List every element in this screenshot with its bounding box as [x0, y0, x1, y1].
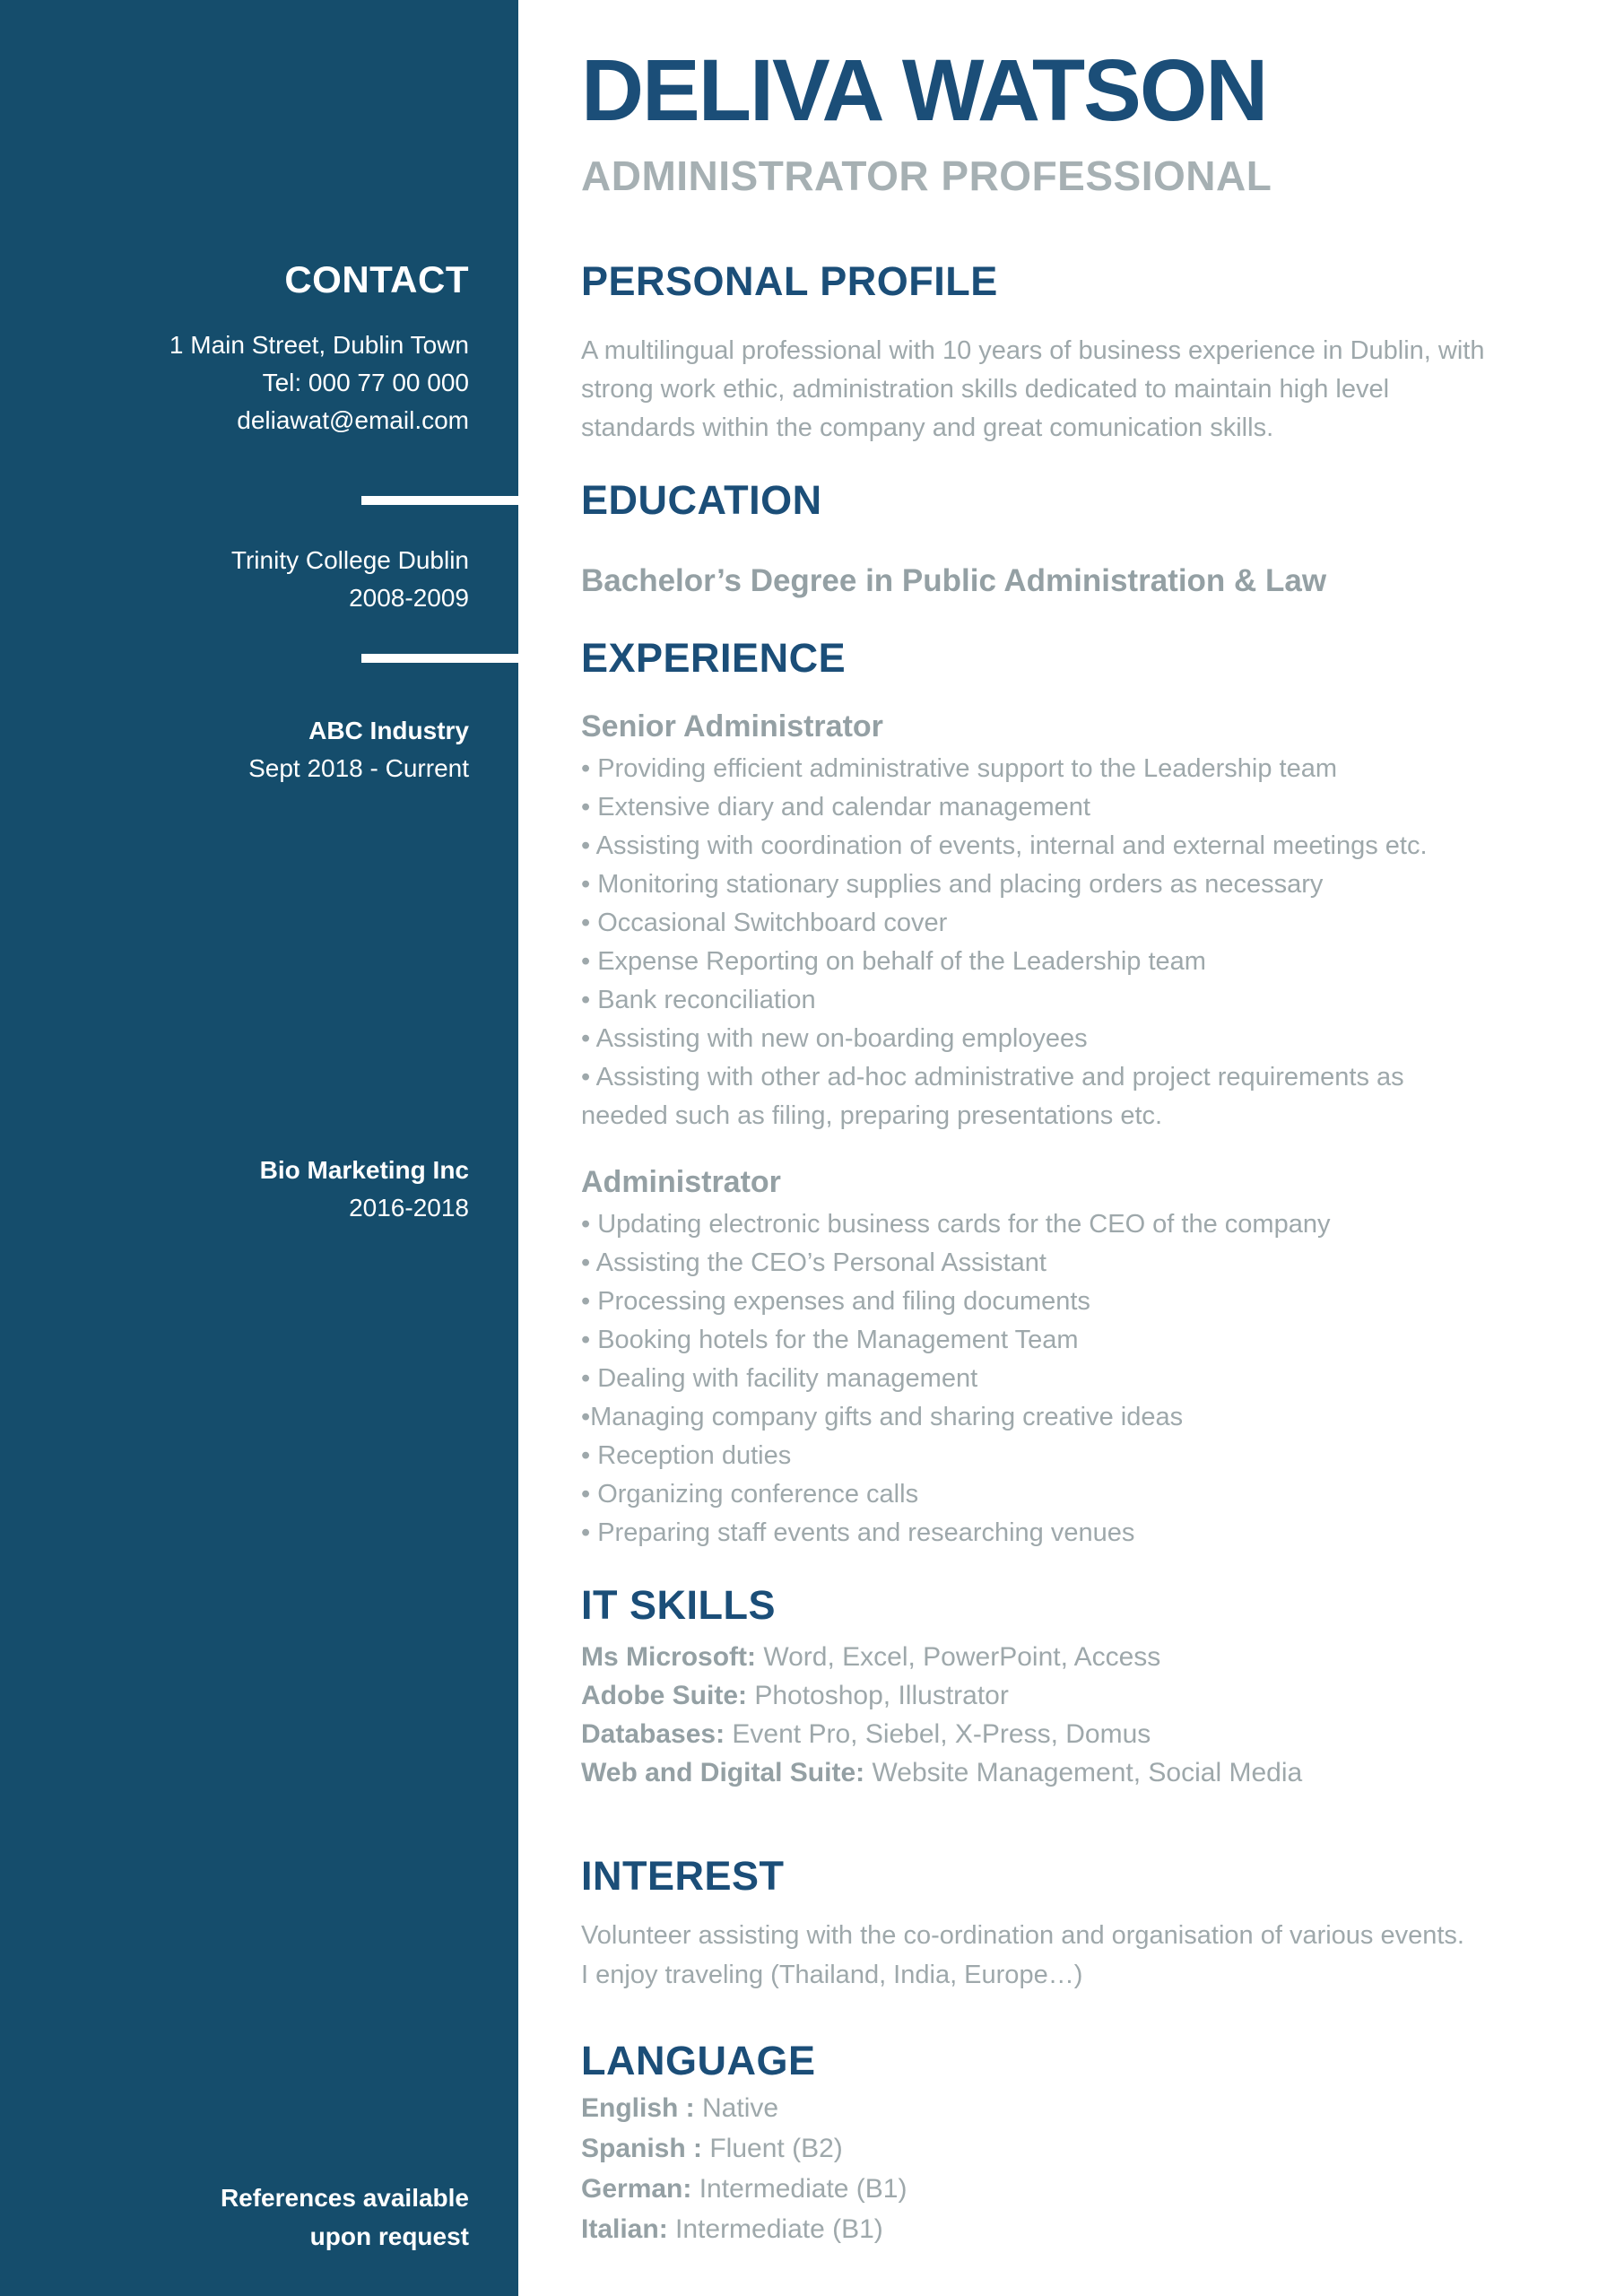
role-bullets [581, 1205, 1478, 1552]
bullet-item: • Assisting with coordination of events, internal and external meetings etc. [581, 831, 1428, 860]
bullet-item: • Updating electronic business cards for the CEO of the company [581, 1210, 1331, 1239]
section-heading-language: LANGUAGE [581, 2038, 816, 2083]
sidebar-divider [361, 496, 518, 505]
main-content [518, 0, 1624, 2296]
language-rows [581, 2088, 1554, 2249]
section-heading-it-skills: IT SKILLS [581, 1582, 776, 1628]
language-row [581, 2088, 1554, 2128]
contact-line: Tel: 000 77 00 000 [262, 369, 469, 396]
sidebar-job [36, 712, 469, 787]
bullet-item: • Processing expenses and filing documents [581, 1287, 1090, 1316]
contact-line: 1 Main Street, Dublin Town [169, 331, 469, 359]
bullet-item: • Assisting with other ad-hoc administrative and project requirements as needed such as filing, preparing presentations etc. [581, 1063, 1404, 1130]
bullet-item: • Booking hotels for the Management Team [581, 1326, 1079, 1354]
language-row [581, 2128, 1554, 2169]
person-title: ADMINISTRATOR PROFESSIONAL [581, 152, 1272, 199]
language-label: Italian: [581, 2214, 668, 2244]
section-education [581, 477, 1554, 599]
it-skills-rows [581, 1638, 1554, 1792]
section-heading-experience: EXPERIENCE [581, 635, 847, 681]
contact-heading: CONTACT [284, 258, 469, 300]
section-personal-profile [581, 258, 1554, 448]
school-name: Trinity College Dublin [230, 546, 469, 574]
sidebar-job [36, 1152, 469, 1227]
skill-label: Databases: [581, 1719, 725, 1749]
section-heading-interest: INTEREST [581, 1853, 785, 1899]
job-period: Sept 2018 - Current [248, 754, 469, 782]
language-row [581, 2169, 1554, 2209]
bullet-item: •Managing company gifts and sharing creative ideas [581, 1403, 1184, 1431]
skill-value: Event Pro, Siebel, X-Press, Domus [732, 1719, 1151, 1749]
section-experience [581, 635, 1554, 1552]
sidebar-education [36, 542, 469, 617]
skill-row [581, 1715, 1554, 1753]
bullet-item: • Extensive diary and calendar management [581, 793, 1090, 822]
sidebar [0, 0, 518, 2296]
contact-line: deliawat@email.com [237, 406, 469, 434]
skill-label: Web and Digital Suite: [581, 1758, 865, 1787]
bullet-item: • Assisting with new on-boarding employees [581, 1024, 1088, 1053]
education-years: 2008-2009 [349, 584, 469, 612]
bullet-item: • Reception duties [581, 1441, 792, 1470]
language-row [581, 2209, 1554, 2249]
section-heading-personal-profile: PERSONAL PROFILE [581, 258, 998, 304]
section-interest [581, 1853, 1554, 1995]
skill-row [581, 1676, 1554, 1715]
header [581, 41, 1554, 200]
skill-value: Word, Excel, PowerPoint, Access [763, 1642, 1161, 1672]
section-language [581, 2038, 1554, 2249]
bullet-item: • Dealing with facility management [581, 1364, 978, 1393]
sidebar-divider [361, 654, 518, 663]
language-value: Intermediate (B1) [675, 2214, 883, 2244]
interest-line: Volunteer assisting with the co-ordination and organisation of various events. [581, 1921, 1464, 1950]
bullet-item: • Providing efficient administrative support to the Leadership team [581, 754, 1338, 783]
company-name: ABC Industry [308, 717, 469, 744]
skill-label: Adobe Suite: [581, 1681, 747, 1710]
role-bullets [581, 750, 1478, 1135]
contact-info [36, 326, 469, 439]
references-note [36, 2179, 469, 2256]
skill-value: Photoshop, Illustrator [754, 1681, 1009, 1710]
section-it-skills [581, 1582, 1554, 1792]
language-value: Native [702, 2093, 779, 2123]
person-name: DELIVA WATSON [581, 41, 1267, 139]
skill-label: Ms Microsoft: [581, 1642, 756, 1672]
interest-line: I enjoy traveling (Thailand, India, Europe…) [581, 1961, 1083, 1989]
bullet-item: • Monitoring stationary supplies and placing orders as necessary [581, 870, 1324, 899]
language-value: Intermediate (B1) [699, 2174, 908, 2204]
language-label: Spanish : [581, 2134, 703, 2163]
language-label: German: [581, 2174, 692, 2204]
bullet-item: • Assisting the CEO’s Personal Assistant [581, 1248, 1046, 1277]
role-title: Senior Administrator [581, 709, 883, 744]
bullet-item: • Bank reconciliation [581, 986, 816, 1014]
bullet-item: • Occasional Switchboard cover [581, 909, 948, 937]
bullet-item: • Preparing staff events and researching venues [581, 1518, 1135, 1547]
references-line: References available [220, 2184, 469, 2212]
references-line: upon request [309, 2222, 469, 2250]
role-title: Administrator [581, 1165, 781, 1199]
skill-row [581, 1638, 1554, 1676]
bullet-item: • Organizing conference calls [581, 1480, 919, 1509]
profile-text: A multilingual professional with 10 years of business experience in Dublin, with strong work ethic, administration skills dedicated to maintain high level standards within the company and great comunication skills. [581, 336, 1485, 442]
interest-text [581, 1916, 1554, 1995]
company-name: Bio Marketing Inc [259, 1156, 469, 1184]
language-label: English : [581, 2093, 695, 2123]
skill-row [581, 1753, 1554, 1792]
language-value: Fluent (B2) [709, 2134, 843, 2163]
job-period: 2016-2018 [349, 1194, 469, 1222]
degree-text: Bachelor’s Degree in Public Administration & Law [581, 563, 1327, 598]
section-heading-education: EDUCATION [581, 477, 822, 523]
bullet-item: • Expense Reporting on behalf of the Leadership team [581, 947, 1206, 976]
skill-value: Website Management, Social Media [872, 1758, 1303, 1787]
